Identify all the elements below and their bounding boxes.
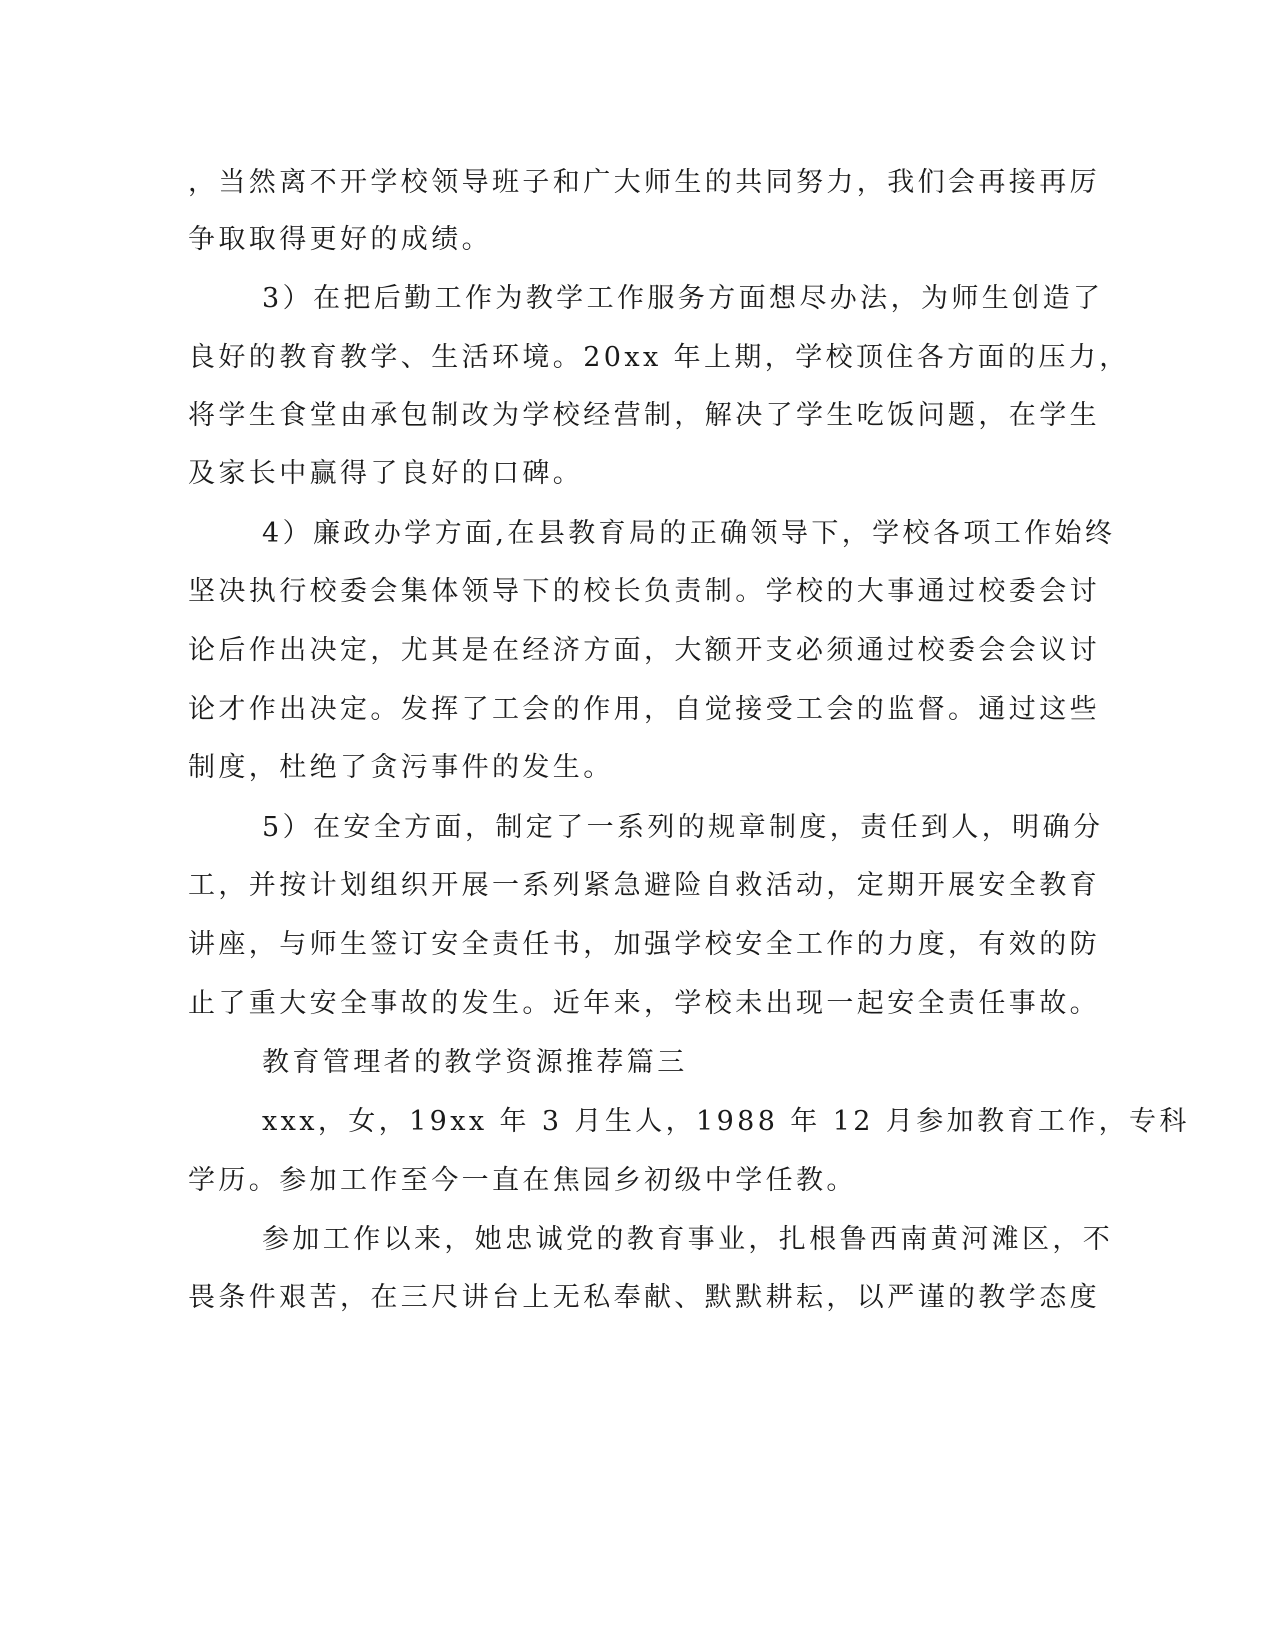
body-text-line: 工，并按计划组织开展一系列紧急避险自救活动，定期开展安全教育 <box>188 870 1100 901</box>
body-text-line: 将学生食堂由承包制改为学校经营制，解决了学生吃饭问题，在学生 <box>188 400 1100 431</box>
profile-paragraph-start: xxx，女，19xx 年 3 月生人，1988 年 12 月参加教育工作，专科 <box>262 1106 1190 1137</box>
body-text-line: 良好的教育教学、生活环境。20xx 年上期，学校顶住各方面的压力， <box>188 342 1130 373</box>
body-text-line: 学历。参加工作至今一直在焦园乡初级中学任教。 <box>188 1165 857 1196</box>
body-text-line: 坚决执行校委会集体领导下的校长负责制。学校的大事通过校委会讨 <box>188 576 1100 607</box>
body-text-line: 及家长中赢得了良好的口碑。 <box>188 458 584 489</box>
section-heading: 教育管理者的教学资源推荐篇三 <box>262 1047 688 1078</box>
paragraph-5-start: 5）在安全方面，制定了一系列的规章制度，责任到人，明确分 <box>262 812 1104 843</box>
body-text-line: 制度，杜绝了贪污事件的发生。 <box>188 752 614 783</box>
body-text-line: 讲座，与师生签订安全责任书，加强学校安全工作的力度，有效的防 <box>188 929 1100 960</box>
body-text-line: 论才作出决定。发挥了工会的作用，自觉接受工会的监督。通过这些 <box>188 694 1100 725</box>
body-text-line: 止了重大安全事故的发生。近年来，学校未出现一起安全责任事故。 <box>188 988 1100 1019</box>
body-text-line: 畏条件艰苦，在三尺讲台上无私奉献、默默耕耘，以严谨的教学态度 <box>188 1282 1100 1313</box>
body-text-line: 论后作出决定，尤其是在经济方面，大额开支必须通过校委会会议讨 <box>188 635 1100 666</box>
paragraph-3-start: 3）在把后勤工作为教学工作服务方面想尽办法，为师生创造了 <box>262 283 1104 314</box>
paragraph-4-start: 4）廉政办学方面,在县教育局的正确领导下，学校各项工作始终 <box>262 518 1116 549</box>
service-paragraph-start: 参加工作以来，她忠诚党的教育事业，扎根鲁西南黄河滩区，不 <box>262 1224 1114 1255</box>
body-text-line: 争取取得更好的成绩。 <box>188 224 492 255</box>
body-text-line: ，当然离不开学校领导班子和广大师生的共同努力，我们会再接再厉 <box>188 167 1100 198</box>
